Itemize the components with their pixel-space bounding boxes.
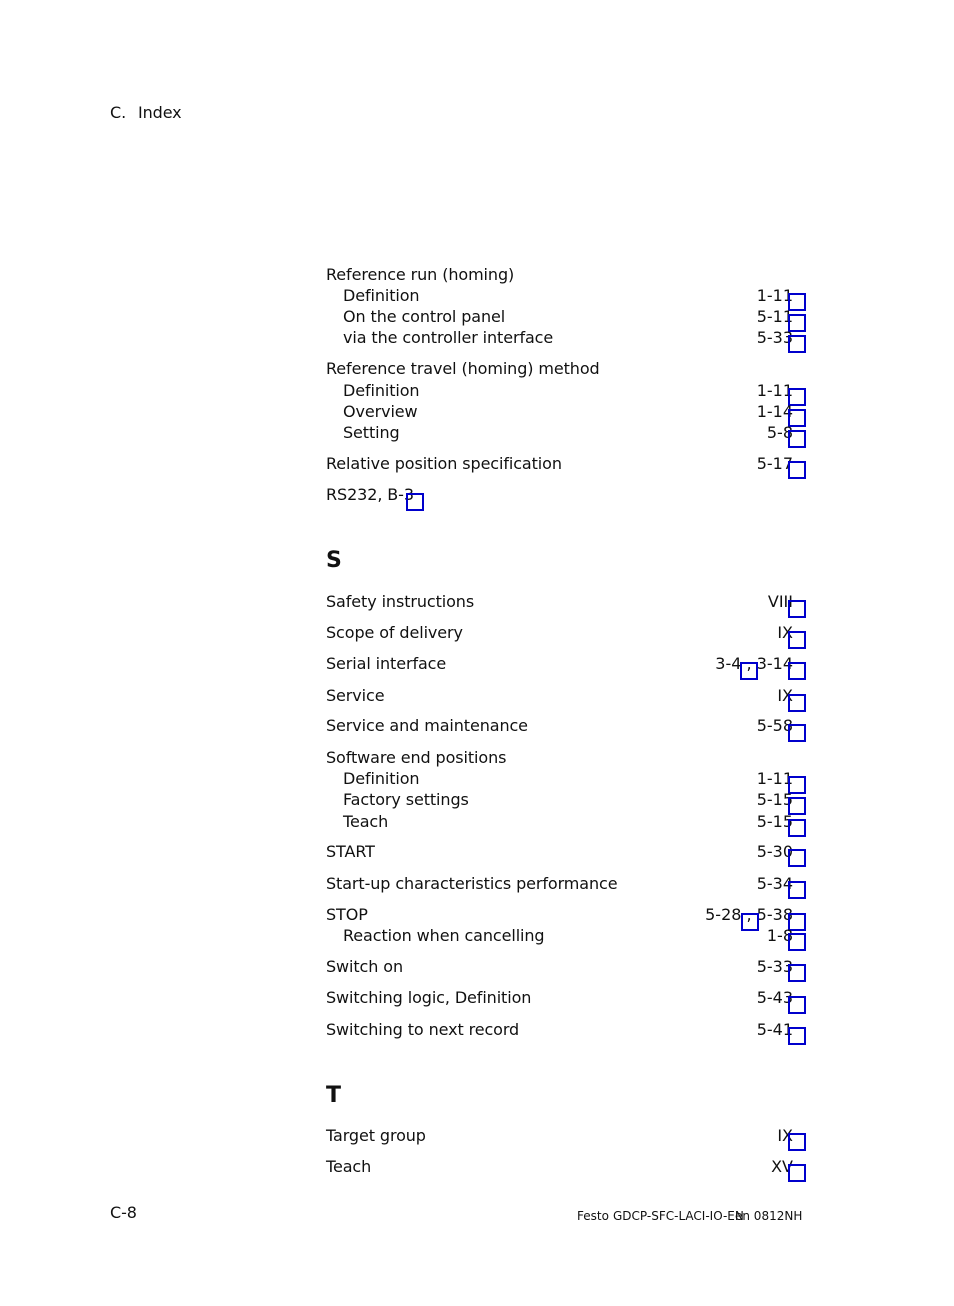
- index-entry: Switching to next record: [326, 1020, 520, 1039]
- index-entry: Teach: [326, 1157, 372, 1176]
- page-ref: 3-4 , 3-14: [715, 654, 793, 673]
- index-entry: Safety instructions: [326, 592, 475, 611]
- index-entry: Switch on: [326, 957, 404, 976]
- index-subentry: Factory settings: [343, 790, 469, 809]
- index-subentry: Overview: [343, 402, 418, 421]
- page-ref: IX: [777, 1126, 793, 1145]
- index-subentry: Definition: [343, 381, 420, 400]
- link-box[interactable]: [788, 964, 806, 982]
- page-ref: 5-17: [756, 454, 793, 473]
- page-ref: 5-30: [756, 842, 793, 861]
- link-box[interactable]: [788, 849, 806, 867]
- page-ref: 5-33: [756, 957, 793, 976]
- page-ref: 5-58: [756, 716, 793, 735]
- index-subentry: Reaction when cancelling: [343, 926, 545, 945]
- link-box[interactable]: [788, 600, 806, 618]
- page-ref: 1-11: [756, 381, 793, 400]
- link-box[interactable]: [788, 335, 806, 353]
- page-ref: 1-14: [756, 402, 793, 421]
- index-entry: Serial interface: [326, 654, 447, 673]
- page-ref: 5-28 , 5-38: [705, 905, 793, 924]
- page-ref: 5-41: [756, 1020, 793, 1039]
- page-ref: VIII: [767, 592, 793, 611]
- index-entry: STOP: [326, 905, 368, 924]
- link-box[interactable]: [741, 913, 759, 931]
- section-letter-s: S: [326, 548, 342, 573]
- page-ref: 5-11: [756, 307, 793, 326]
- index-subentry: Definition: [343, 769, 420, 788]
- link-box[interactable]: [788, 1164, 806, 1182]
- link-box[interactable]: [788, 430, 806, 448]
- index-entry: Reference travel (homing) method: [326, 359, 600, 378]
- index-entry: Software end positions: [326, 748, 507, 767]
- link-box[interactable]: [788, 724, 806, 742]
- link-box[interactable]: [788, 631, 806, 649]
- page-ref: 5-34: [756, 874, 793, 893]
- page-ref: XV: [771, 1157, 793, 1176]
- page-ref: 5-15: [756, 790, 793, 809]
- index-entry: START: [326, 842, 375, 861]
- index-subentry: Definition: [343, 286, 420, 305]
- index-entry: Switching logic, Definition: [326, 988, 532, 1007]
- link-box[interactable]: [788, 819, 806, 837]
- link-box[interactable]: [788, 1133, 806, 1151]
- page-ref: 5-43: [756, 988, 793, 1007]
- link-box[interactable]: [788, 1027, 806, 1045]
- index-entry: Service and maintenance: [326, 716, 528, 735]
- link-box[interactable]: [788, 881, 806, 899]
- section-number: C.: [110, 103, 127, 122]
- page-number: C-8: [110, 1203, 137, 1222]
- page-ref: 5-33: [756, 328, 793, 347]
- page-ref: 5-15: [756, 812, 793, 831]
- index-subentry: via the controller interface: [343, 328, 554, 347]
- footer-lang-rev: en 0812NH: [735, 1209, 803, 1223]
- index-entry: Service: [326, 686, 385, 705]
- index-entry: Start-up characteristics performance: [326, 874, 618, 893]
- footer-doc-id: GDCP-SFC-LACI-IO-EN: [613, 1209, 744, 1223]
- link-box[interactable]: [788, 933, 806, 951]
- index-subentry: Setting: [343, 423, 400, 442]
- index-entry: Scope of delivery: [326, 623, 463, 642]
- index-entry: Relative position specification: [326, 454, 562, 473]
- index-entry: Reference run (homing): [326, 265, 515, 284]
- link-box[interactable]: [740, 662, 758, 680]
- page-ref: 5-8: [766, 423, 793, 442]
- section-letter-t: T: [326, 1083, 342, 1108]
- page-ref: 1-11: [756, 286, 793, 305]
- link-box[interactable]: [788, 461, 806, 479]
- link-box[interactable]: [788, 662, 806, 680]
- index-entry: Target group: [326, 1126, 426, 1145]
- section-title: Index: [138, 103, 182, 122]
- index-subentry: On the control panel: [343, 307, 506, 326]
- index-entry: RS232, B-3: [326, 485, 414, 504]
- index-subentry: Teach: [343, 812, 389, 831]
- link-box[interactable]: [788, 694, 806, 712]
- page-ref: IX: [777, 623, 793, 642]
- footer-publisher: Festo: [577, 1209, 609, 1223]
- link-box[interactable]: [788, 996, 806, 1014]
- page-ref: IX: [777, 686, 793, 705]
- page-ref: 1-8: [766, 926, 793, 945]
- page-ref: 1-11: [756, 769, 793, 788]
- link-box[interactable]: [406, 493, 424, 511]
